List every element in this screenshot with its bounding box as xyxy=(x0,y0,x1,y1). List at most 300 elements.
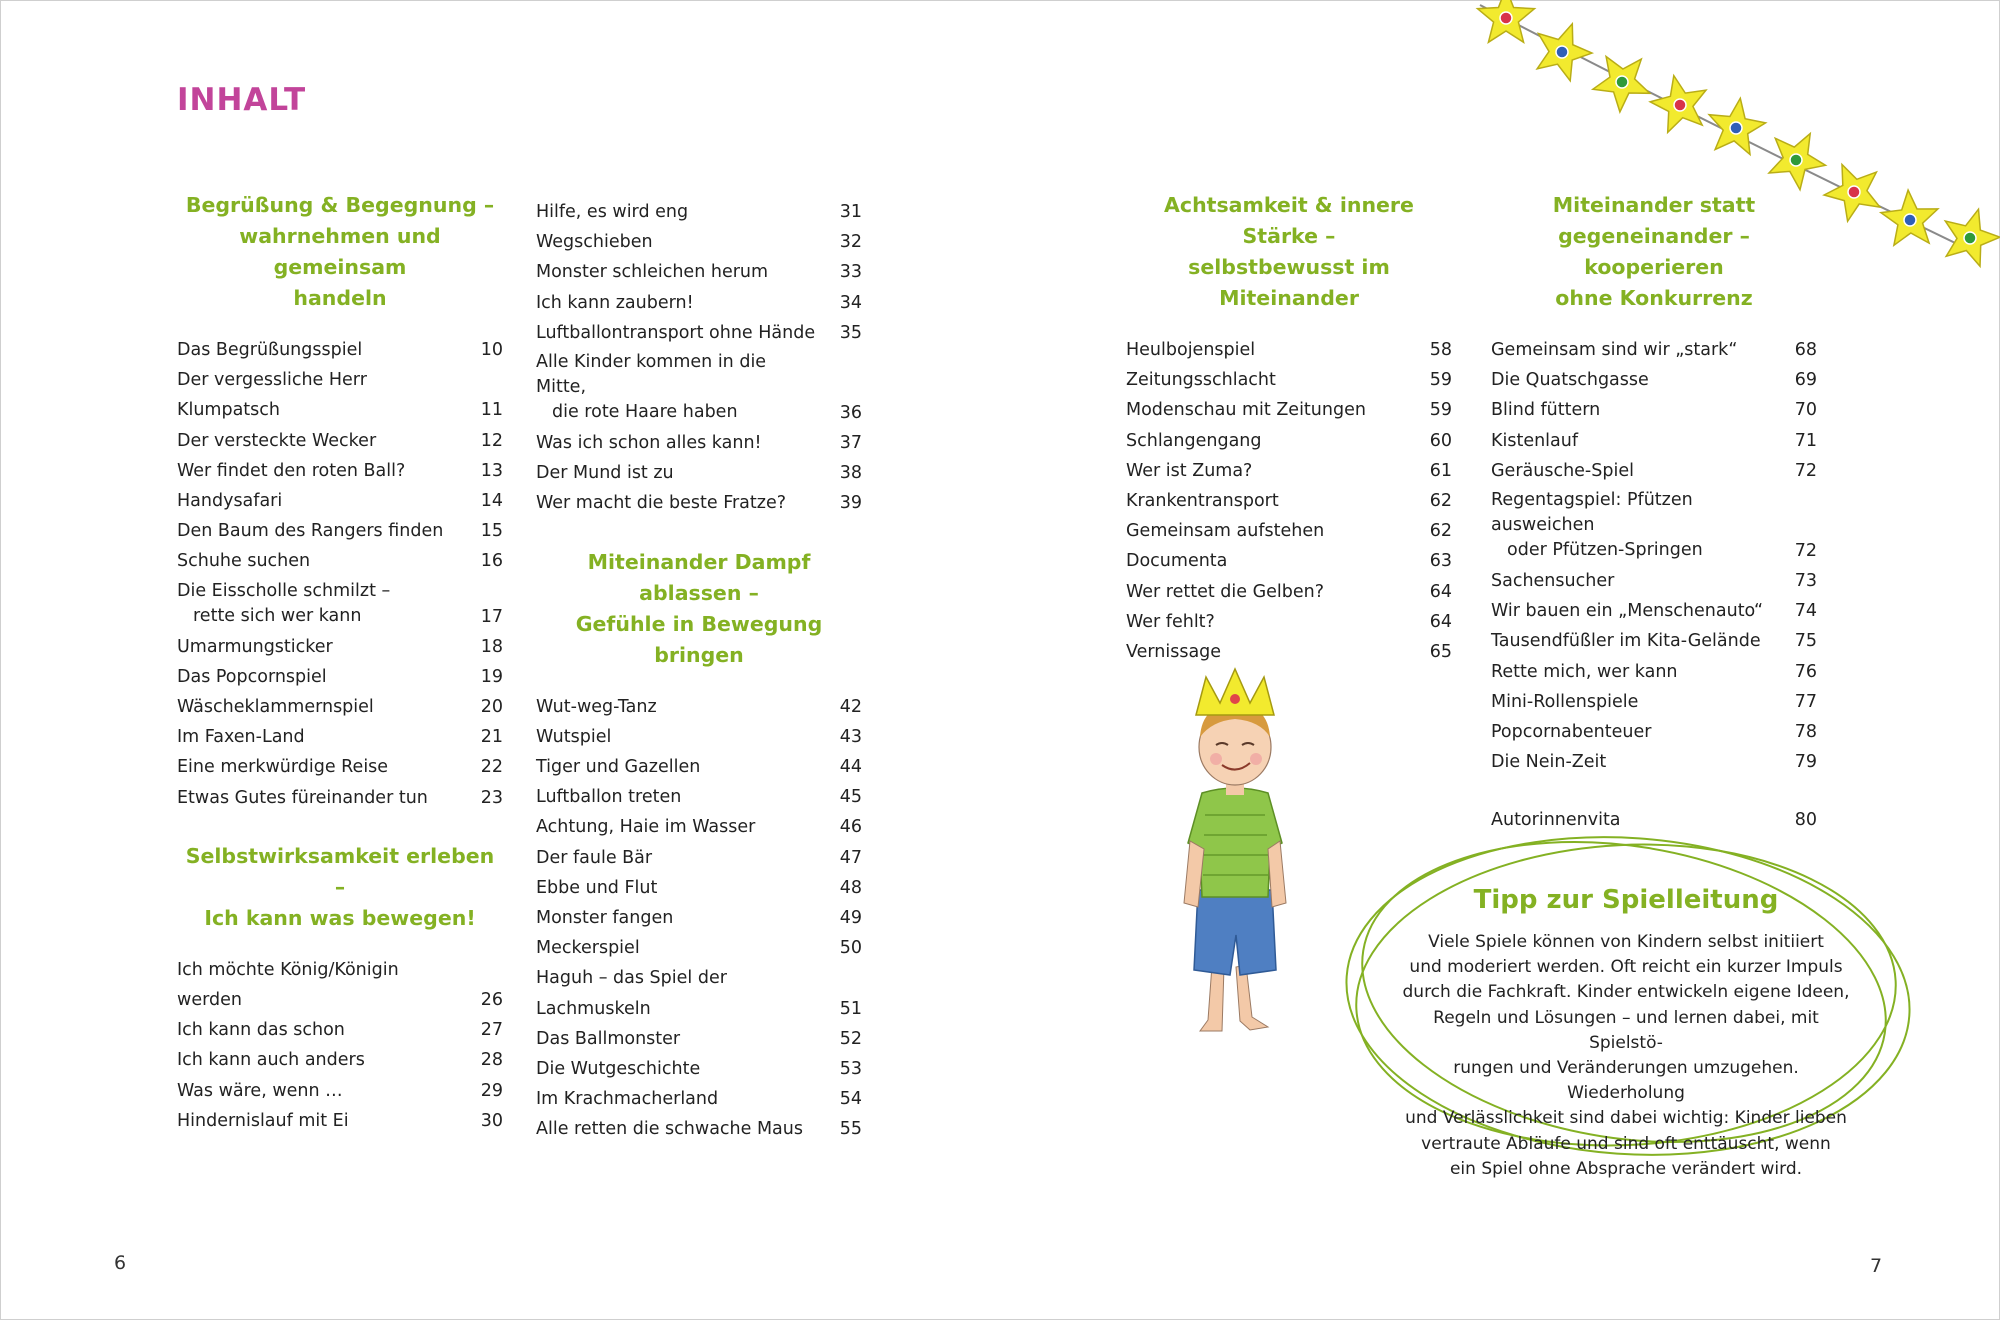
toc-entry-title-line: Wer macht die beste Fratze? xyxy=(536,493,787,514)
boy-with-crown-illustration xyxy=(1150,665,1320,1045)
toc-entry[interactable] xyxy=(1491,335,1817,365)
tip-line: Regeln und Lösungen – und lernen dabei, mit Spielstö- xyxy=(1433,1007,1819,1053)
toc-entry-page: 69 xyxy=(1794,370,1817,391)
toc-entry[interactable] xyxy=(1491,365,1817,395)
gem-icon xyxy=(1848,186,1860,198)
toc-column-1 xyxy=(177,190,503,1136)
toc-entry-title-line: Mini-Rollenspiele xyxy=(1491,691,1639,712)
toc-entry-page: 46 xyxy=(839,817,862,838)
toc-entry-title-line: die rote Haare haben xyxy=(552,402,738,423)
toc-entry-page: 63 xyxy=(1429,551,1452,572)
toc-entry-title-line: Die Wutgeschichte xyxy=(536,1059,701,1080)
toc-entry[interactable] xyxy=(536,197,862,227)
toc-entry-title xyxy=(536,1024,820,1054)
toc-entry-title xyxy=(177,632,461,662)
toc-entry-page: 47 xyxy=(839,847,862,868)
toc-entry-title-line: Wer findet den roten Ball? xyxy=(177,460,406,481)
toc-entry-title xyxy=(177,577,461,632)
toc-entry[interactable] xyxy=(1491,626,1817,656)
toc-entry-title xyxy=(1491,566,1775,596)
toc-column-3 xyxy=(1126,190,1452,667)
toc-entry-title xyxy=(1126,335,1410,365)
toc-entry-title xyxy=(1491,596,1775,626)
toc-entry-title xyxy=(177,335,461,365)
toc-column-4 xyxy=(1491,190,1817,836)
toc-entry-title xyxy=(1126,456,1410,486)
toc-entry-title xyxy=(1491,456,1775,486)
toc-entry-title-line: Handysafari xyxy=(177,491,283,512)
toc-entry-title xyxy=(536,752,820,782)
toc-entry-page: 45 xyxy=(839,787,862,808)
toc-entry-page: 50 xyxy=(839,938,862,959)
toc-entry-page: 77 xyxy=(1794,691,1817,712)
toc-entry-title xyxy=(1126,426,1410,456)
toc-entry-title-line: Das Begrüßungsspiel xyxy=(177,340,363,360)
section-heading xyxy=(177,841,503,934)
toc-entry-title-line: Den Baum des Rangers finden xyxy=(177,521,444,542)
toc-entry-page: 78 xyxy=(1794,722,1817,743)
toc-entry[interactable] xyxy=(536,903,862,933)
gem-icon xyxy=(1904,214,1916,226)
toc-entry-title-line: Umarmungsticker xyxy=(177,636,333,657)
toc-entry-page: 54 xyxy=(839,1089,862,1110)
toc-entry-title-line: Geräusche-Spiel xyxy=(1491,460,1634,481)
toc-entry-page: 16 xyxy=(480,551,503,572)
toc-entry-title-line: Luftballontransport ohne Hände xyxy=(536,322,816,343)
toc-entry-title xyxy=(1491,426,1775,456)
toc-entry-title-line: Regentagspiel: Pfützen ausweichen xyxy=(1491,490,1693,536)
tip-box xyxy=(1338,828,1914,1179)
toc-entry-page: 36 xyxy=(839,403,862,424)
toc-entry[interactable] xyxy=(1491,566,1817,596)
toc-entry-title xyxy=(177,1015,461,1045)
toc-entry-title-line: Etwas Gutes füreinander tun xyxy=(177,787,428,808)
section-heading-line: ohne Konkurrenz xyxy=(1555,286,1753,310)
section-heading-line: Miteinander Dampf ablassen – xyxy=(587,549,811,605)
toc-entry-page: 60 xyxy=(1429,430,1452,451)
toc-entry-page: 52 xyxy=(839,1028,862,1049)
toc-entry-page: 33 xyxy=(839,262,862,283)
toc-entry-page: 51 xyxy=(839,998,862,1019)
toc-entry-title xyxy=(536,873,820,903)
toc-entry[interactable] xyxy=(1491,395,1817,425)
toc-entry-page: 70 xyxy=(1794,400,1817,421)
toc-column-2 xyxy=(536,197,862,1145)
page-title: INHALT xyxy=(177,82,307,118)
toc-entry[interactable] xyxy=(536,318,862,348)
toc-entry-page: 17 xyxy=(480,606,503,627)
toc-entry[interactable] xyxy=(1491,747,1817,777)
toc-entry-title-line: Alle Kinder kommen in die Mitte, xyxy=(536,352,767,398)
toc-entry-title xyxy=(1491,717,1775,747)
toc-entry-page: 59 xyxy=(1429,400,1452,421)
toc-section xyxy=(177,190,503,813)
toc-entry-title xyxy=(177,365,461,425)
toc-entry-title xyxy=(536,428,820,458)
toc-entry-title xyxy=(536,933,820,963)
section-heading-line: Miteinander statt xyxy=(1552,193,1756,217)
toc-entry-page: 73 xyxy=(1794,571,1817,592)
section-heading xyxy=(177,190,503,314)
toc-section xyxy=(536,547,862,1145)
toc-entry-title-line: Tiger und Gazellen xyxy=(536,757,701,778)
toc-entry-page: 71 xyxy=(1794,430,1817,451)
toc-entry-title-line: rette sich wer kann xyxy=(193,605,362,626)
toc-entry-title-line: Autorinnenvita xyxy=(1491,810,1621,831)
toc-entry-page: 53 xyxy=(839,1059,862,1080)
toc-entry-page: 65 xyxy=(1429,642,1452,663)
toc-entry[interactable] xyxy=(536,348,862,428)
toc-entry[interactable] xyxy=(536,488,862,518)
tip-line: und Verlässlichkeit sind dabei wichtig: Kinder lieben xyxy=(1405,1108,1847,1129)
toc-entry-title-line: Ich kann auch anders xyxy=(177,1050,365,1071)
toc-entry-title-line: Modenschau mit Zeitungen xyxy=(1126,400,1366,421)
toc-entry[interactable] xyxy=(177,692,503,722)
toc-entry-title xyxy=(536,458,820,488)
section-gap xyxy=(177,813,503,841)
toc-entry[interactable] xyxy=(1491,596,1817,626)
toc-entry-page: 39 xyxy=(839,493,862,514)
toc-entry-title xyxy=(1491,486,1775,566)
toc-entry-page: 10 xyxy=(480,340,503,360)
toc-entry-title-line: Wer rettet die Gelben? xyxy=(1126,581,1325,602)
toc-entry-title xyxy=(1491,335,1775,365)
toc-entry-title xyxy=(536,722,820,752)
toc-entry-title-line: Der versteckte Wecker xyxy=(177,430,377,451)
toc-entry[interactable] xyxy=(1126,516,1452,546)
toc-entry-title xyxy=(177,722,461,752)
toc-entry[interactable] xyxy=(536,963,862,1023)
toc-entry-title xyxy=(177,486,461,516)
toc-entry[interactable] xyxy=(536,692,862,722)
toc-entry[interactable] xyxy=(1126,426,1452,456)
toc-entry[interactable] xyxy=(1491,657,1817,687)
toc-entry-title-line: Wir bauen ein „Menschenauto“ xyxy=(1491,601,1764,622)
tip-line: und moderiert werden. Oft reicht ein kurzer Impuls xyxy=(1409,957,1843,978)
toc-entry-page: 74 xyxy=(1794,601,1817,622)
toc-entry-list xyxy=(536,197,862,519)
toc-entry-title xyxy=(536,843,820,873)
toc-entry[interactable] xyxy=(536,428,862,458)
toc-entry-title xyxy=(1126,365,1410,395)
toc-entry-title-line: Das Ballmonster xyxy=(536,1028,681,1049)
toc-entry-page: 43 xyxy=(839,726,862,747)
toc-entry-title xyxy=(1126,637,1410,667)
toc-entry-page: 55 xyxy=(839,1119,862,1140)
toc-entry[interactable] xyxy=(536,458,862,488)
toc-entry[interactable] xyxy=(177,577,503,632)
toc-entry-title xyxy=(536,1084,820,1114)
toc-entry[interactable] xyxy=(1126,607,1452,637)
toc-entry[interactable] xyxy=(1491,687,1817,717)
toc-entry[interactable] xyxy=(177,456,503,486)
toc-entry-page: 59 xyxy=(1429,370,1452,391)
toc-entry-page: 18 xyxy=(480,636,503,657)
toc-entry[interactable] xyxy=(536,257,862,287)
toc-entry-title xyxy=(177,662,461,692)
section-heading-line: Ich kann was bewegen! xyxy=(204,905,476,930)
toc-entry-page: 75 xyxy=(1794,631,1817,652)
section-heading xyxy=(1126,190,1452,314)
toc-section xyxy=(1126,190,1452,667)
toc-entry-page: 15 xyxy=(480,521,503,542)
toc-entry-title xyxy=(177,692,461,722)
toc-entry-title xyxy=(536,348,820,428)
toc-entry[interactable] xyxy=(536,812,862,842)
toc-entry[interactable] xyxy=(177,546,503,576)
toc-entry-title-line: Monster fangen xyxy=(536,908,674,929)
toc-entry-title-line: Ebbe und Flut xyxy=(536,877,658,898)
toc-entry[interactable] xyxy=(1126,486,1452,516)
toc-entry-title-line: Die Nein-Zeit xyxy=(1491,752,1607,773)
toc-entry-page: 14 xyxy=(480,491,503,512)
toc-entry-page: 31 xyxy=(839,202,862,222)
toc-entry-page: 13 xyxy=(480,460,503,481)
toc-entry-page: 23 xyxy=(480,787,503,808)
toc-entry[interactable] xyxy=(1126,577,1452,607)
section-heading-line: Achtsamkeit & innere Stärke – xyxy=(1164,193,1414,248)
toc-entry[interactable] xyxy=(177,486,503,516)
section-heading-line: Begrüßung & Begegnung – xyxy=(185,193,495,217)
toc-entry-title-line: Der faule Bär xyxy=(536,847,653,868)
toc-entry-page: 49 xyxy=(839,908,862,929)
toc-entry[interactable] xyxy=(1491,426,1817,456)
tip-line: durch die Fachkraft. Kinder entwickeln eigene Ideen, xyxy=(1402,982,1850,1003)
toc-entry-title xyxy=(1126,516,1410,546)
toc-entry-page: 28 xyxy=(480,1050,503,1071)
toc-entry[interactable] xyxy=(536,782,862,812)
toc-entry-title-line: Haguh – das Spiel der Lachmuskeln xyxy=(536,968,727,1019)
toc-entry[interactable] xyxy=(177,426,503,456)
toc-entry[interactable] xyxy=(536,933,862,963)
toc-entry-title-line: Luftballon treten xyxy=(536,787,682,808)
toc-entry[interactable] xyxy=(177,1076,503,1106)
toc-entry-page: 76 xyxy=(1794,661,1817,682)
toc-entry-page: 79 xyxy=(1794,752,1817,773)
toc-entry-title-line: Im Faxen-Land xyxy=(177,727,305,748)
toc-entry-title xyxy=(1126,577,1410,607)
toc-entry-title-line: Eine merkwürdige Reise xyxy=(177,757,389,778)
toc-entry[interactable] xyxy=(1491,486,1817,566)
toc-entry-page: 20 xyxy=(480,697,503,718)
toc-entry-page: 80 xyxy=(1794,810,1817,831)
section-heading-line: Selbstwirksamkeit erleben – xyxy=(185,843,495,899)
toc-entry-title xyxy=(1126,607,1410,637)
toc-entry-title xyxy=(1491,747,1775,777)
toc-entry-title xyxy=(1126,486,1410,516)
toc-entry[interactable] xyxy=(536,288,862,318)
toc-entry-title xyxy=(177,456,461,486)
toc-section xyxy=(536,197,862,519)
toc-entry-page: 58 xyxy=(1429,340,1452,360)
toc-entry-page: 38 xyxy=(839,463,862,484)
toc-entry-page: 61 xyxy=(1429,460,1452,481)
gem-icon xyxy=(1964,232,1976,244)
toc-entry[interactable] xyxy=(1126,456,1452,486)
toc-entry-list xyxy=(177,335,503,813)
toc-entry-title-line: Die Eisscholle schmilzt – xyxy=(177,580,391,601)
section-heading xyxy=(536,547,862,671)
gem-icon xyxy=(1616,76,1628,88)
toc-entry-title xyxy=(177,426,461,456)
toc-entry-title-line: Rette mich, wer kann xyxy=(1491,661,1678,682)
gem-icon xyxy=(1790,154,1802,166)
toc-entry-title-line: Hindernislauf mit Ei xyxy=(177,1110,349,1131)
toc-entry[interactable] xyxy=(536,1054,862,1084)
gem-icon xyxy=(1500,12,1512,24)
toc-entry-title xyxy=(1126,395,1410,425)
toc-entry-title xyxy=(177,1045,461,1075)
toc-entry-title-line: Alle retten die schwache Maus xyxy=(536,1119,803,1140)
toc-entry[interactable] xyxy=(177,1045,503,1075)
toc-entry[interactable] xyxy=(1126,395,1452,425)
toc-entry-title-line: Der vergessliche Herr Klumpatsch xyxy=(177,370,367,421)
tip-body xyxy=(1398,930,1854,1182)
toc-entry[interactable] xyxy=(177,662,503,692)
toc-entry[interactable] xyxy=(1491,456,1817,486)
toc-entry-title-line: Achtung, Haie im Wasser xyxy=(536,817,756,838)
toc-entry-page: 26 xyxy=(480,990,503,1011)
tip-line: Viele Spiele können von Kindern selbst initiiert xyxy=(1428,932,1824,952)
toc-entry-title xyxy=(536,197,820,227)
tip-line: vertraute Abläufe und sind oft enttäuscht, wenn xyxy=(1421,1133,1831,1154)
toc-entry[interactable] xyxy=(1491,717,1817,747)
toc-entry-page: 64 xyxy=(1429,611,1452,632)
toc-entry-title-line: Ich kann das schon xyxy=(177,1020,345,1041)
toc-entry-page: 32 xyxy=(839,232,862,253)
toc-entry-title xyxy=(536,692,820,722)
toc-entry-title-line: Wutspiel xyxy=(536,726,612,747)
section-heading-line: wahrnehmen und gemeinsam xyxy=(239,224,441,279)
toc-entry[interactable] xyxy=(536,873,862,903)
toc-entry-page: 44 xyxy=(839,757,862,778)
toc-entry-title xyxy=(177,783,461,813)
section-heading-line: gegeneinander – kooperieren xyxy=(1558,224,1750,279)
toc-entry-title-line: Wer fehlt? xyxy=(1126,611,1215,632)
toc-entry[interactable] xyxy=(177,516,503,546)
toc-entry-title xyxy=(177,546,461,576)
toc-entry-title xyxy=(1491,395,1775,425)
section-heading-line: Gefühle in Bewegung bringen xyxy=(575,611,823,667)
star-garland-icon xyxy=(1440,0,2000,280)
toc-entry-title-line: oder Pfützen-Springen xyxy=(1507,540,1703,561)
toc-entry-title xyxy=(177,955,461,1015)
toc-entry-title xyxy=(536,318,820,348)
toc-entry-title xyxy=(536,1054,820,1084)
toc-entry-title xyxy=(536,812,820,842)
toc-entry-title-line: Die Quatschgasse xyxy=(1491,370,1649,391)
toc-entry-title xyxy=(536,488,820,518)
toc-entry-page: 42 xyxy=(839,696,862,717)
section-gap xyxy=(1491,777,1817,805)
toc-entry-title-line: Das Popcornspiel xyxy=(177,666,327,687)
toc-entry[interactable] xyxy=(177,783,503,813)
toc-entry-page: 29 xyxy=(480,1080,503,1101)
toc-entry-title-line: Sachensucher xyxy=(1491,571,1615,592)
toc-entry[interactable] xyxy=(177,1015,503,1045)
toc-entry-page: 62 xyxy=(1429,491,1452,512)
toc-entry-page: 72 xyxy=(1794,460,1817,481)
toc-entry-list xyxy=(1126,335,1452,667)
toc-entry-title-line: Monster schleichen herum xyxy=(536,262,769,283)
toc-entry-title xyxy=(536,963,820,1023)
toc-entry[interactable] xyxy=(177,752,503,782)
section-heading-line: selbstbewusst im Miteinander xyxy=(1188,255,1390,310)
toc-entry[interactable] xyxy=(536,227,862,257)
toc-entry-page: 35 xyxy=(839,322,862,343)
toc-entry-page: 68 xyxy=(1794,340,1817,360)
toc-entry-page: 21 xyxy=(480,727,503,748)
toc-entry-page: 11 xyxy=(480,400,503,421)
toc-entry[interactable] xyxy=(536,1084,862,1114)
toc-entry[interactable] xyxy=(536,722,862,752)
toc-entry-title xyxy=(1491,626,1775,656)
toc-entry[interactable] xyxy=(1126,365,1452,395)
toc-entry-title-line: Gemeinsam sind wir „stark“ xyxy=(1491,340,1738,360)
toc-entry-title-line: Documenta xyxy=(1126,551,1228,572)
toc-entry-title-line: Meckerspiel xyxy=(536,938,640,959)
toc-entry-title-line: Gemeinsam aufstehen xyxy=(1126,521,1325,542)
toc-entry[interactable] xyxy=(177,365,503,425)
toc-entry-title-line: Im Krachmacherland xyxy=(536,1089,719,1110)
toc-entry-title xyxy=(177,516,461,546)
toc-entry-title-line: Schuhe suchen xyxy=(177,551,311,572)
toc-entry-page: 22 xyxy=(480,757,503,778)
toc-entry[interactable] xyxy=(536,1114,862,1144)
toc-entry-title-line: Blind füttern xyxy=(1491,400,1601,421)
toc-entry[interactable] xyxy=(1126,335,1452,365)
toc-entry-title xyxy=(536,227,820,257)
toc-entry-title-line: Kistenlauf xyxy=(1491,430,1579,451)
section-gap xyxy=(536,519,862,547)
gem-icon xyxy=(1674,99,1686,111)
toc-entry-title xyxy=(1491,687,1775,717)
toc-entry[interactable] xyxy=(536,843,862,873)
toc-entry-list xyxy=(536,692,862,1145)
page-number-left: 6 xyxy=(114,1252,127,1274)
toc-entry-page: 12 xyxy=(480,430,503,451)
toc-entry[interactable] xyxy=(177,722,503,752)
toc-entry-page: 19 xyxy=(480,666,503,687)
toc-entry[interactable] xyxy=(1126,546,1452,576)
toc-entry-page: 62 xyxy=(1429,521,1452,542)
toc-entry-title-line: Was wäre, wenn … xyxy=(177,1080,343,1101)
toc-entry-title-line: Tausendfüßler im Kita-Gelände xyxy=(1491,631,1761,652)
toc-entry-title-line: Krankentransport xyxy=(1126,491,1279,512)
tip-title: Tipp zur Spielleitung xyxy=(1473,885,1779,915)
toc-entry-title xyxy=(177,1076,461,1106)
toc-entry[interactable] xyxy=(177,955,503,1015)
toc-entry-page: 72 xyxy=(1794,541,1817,562)
toc-entry[interactable] xyxy=(177,335,503,365)
toc-entry-title-line: Was ich schon alles kann! xyxy=(536,433,762,454)
toc-entry-title xyxy=(177,752,461,782)
toc-entry-page: 27 xyxy=(480,1020,503,1041)
toc-entry[interactable] xyxy=(1126,637,1452,667)
toc-entry-title-line: Vernissage xyxy=(1126,642,1222,663)
toc-entry[interactable] xyxy=(177,632,503,662)
toc-entry-page: 34 xyxy=(839,292,862,313)
tip-line: rungen und Veränderungen umzugehen. Wiederholung xyxy=(1453,1058,1799,1104)
toc-entry-title xyxy=(536,1114,820,1144)
toc-entry-title xyxy=(536,903,820,933)
toc-entry[interactable] xyxy=(177,1106,503,1136)
toc-entry-title xyxy=(1491,365,1775,395)
toc-entry[interactable] xyxy=(536,1024,862,1054)
toc-entry[interactable] xyxy=(536,752,862,782)
toc-entry-title xyxy=(536,288,820,318)
toc-entry-page: 64 xyxy=(1429,581,1452,602)
